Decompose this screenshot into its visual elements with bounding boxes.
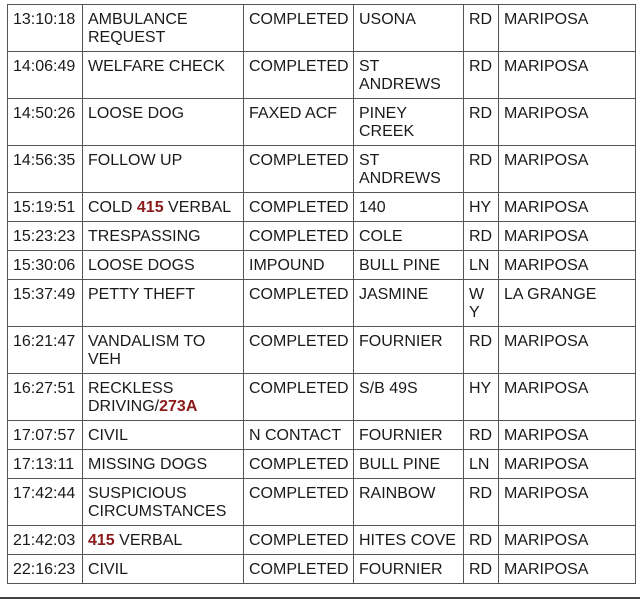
- call-type-text: FOLLOW UP: [88, 152, 183, 169]
- call-time: 21:42:03: [8, 526, 83, 555]
- call-time: 14:06:49: [8, 52, 83, 99]
- city-name: MARIPOSA: [499, 421, 636, 450]
- city-name: MARIPOSA: [499, 146, 636, 193]
- call-status: N CONTACT: [244, 421, 354, 450]
- table-row: [8, 280, 636, 327]
- street-name: COLE: [354, 222, 464, 251]
- call-type: [83, 52, 244, 99]
- street-suffix: RD: [464, 327, 499, 374]
- call-type-text: CIVIL: [88, 427, 129, 444]
- call-time: 15:30:06: [8, 251, 83, 280]
- table-row: [8, 555, 636, 584]
- table-row: [8, 374, 636, 421]
- street-name: JASMINE: [354, 280, 464, 327]
- call-status: COMPLETED: [244, 374, 354, 421]
- call-status: COMPLETED: [244, 526, 354, 555]
- call-status: COMPLETED: [244, 479, 354, 526]
- street-suffix: RD: [464, 52, 499, 99]
- street-name: FOURNIER: [354, 421, 464, 450]
- street-suffix: HY: [464, 374, 499, 421]
- street-name: ST ANDREWS: [354, 146, 464, 193]
- street-suffix: WY: [464, 280, 499, 327]
- street-name: BULL PINE: [354, 251, 464, 280]
- call-type: [83, 5, 244, 52]
- call-time: 13:10:18: [8, 5, 83, 52]
- call-time: 22:16:23: [8, 555, 83, 584]
- street-name: 140: [354, 193, 464, 222]
- call-time: 17:42:44: [8, 479, 83, 526]
- city-name: MARIPOSA: [499, 251, 636, 280]
- city-name: MARIPOSA: [499, 327, 636, 374]
- call-status: COMPLETED: [244, 52, 354, 99]
- call-time: 15:19:51: [8, 193, 83, 222]
- call-log-table: [7, 4, 636, 584]
- street-name: BULL PINE: [354, 450, 464, 479]
- table-row: [8, 251, 636, 280]
- call-status: COMPLETED: [244, 193, 354, 222]
- call-status: IMPOUND: [244, 251, 354, 280]
- call-status: COMPLETED: [244, 146, 354, 193]
- call-type-text: LOOSE DOG: [88, 105, 185, 122]
- table-row: [8, 52, 636, 99]
- call-time: 15:37:49: [8, 280, 83, 327]
- table-row: [8, 99, 636, 146]
- call-type: [83, 280, 244, 327]
- call-type-text: SUSPICIOUS CIRCUMSTANCES: [88, 485, 227, 520]
- city-name: MARIPOSA: [499, 193, 636, 222]
- street-suffix: RD: [464, 421, 499, 450]
- street-suffix: RD: [464, 222, 499, 251]
- call-type-text: COLD: [88, 199, 137, 216]
- street-suffix: HY: [464, 193, 499, 222]
- call-type: [83, 327, 244, 374]
- call-code: 415: [88, 532, 115, 549]
- table-row: [8, 327, 636, 374]
- call-type-text: VERBAL: [163, 199, 232, 216]
- city-name: MARIPOSA: [499, 450, 636, 479]
- call-type: [83, 450, 244, 479]
- call-type-text: RECKLESS DRIVING/: [88, 380, 174, 415]
- call-type-text: CIVIL: [88, 561, 129, 578]
- street-name: RAINBOW: [354, 479, 464, 526]
- city-name: MARIPOSA: [499, 52, 636, 99]
- call-status: COMPLETED: [244, 327, 354, 374]
- call-type: [83, 193, 244, 222]
- call-time: 17:07:57: [8, 421, 83, 450]
- street-suffix: RD: [464, 479, 499, 526]
- table-row: [8, 193, 636, 222]
- street-suffix: LN: [464, 251, 499, 280]
- call-time: 16:27:51: [8, 374, 83, 421]
- call-type: [83, 222, 244, 251]
- table-row: [8, 421, 636, 450]
- call-time: 16:21:47: [8, 327, 83, 374]
- call-status: COMPLETED: [244, 450, 354, 479]
- call-log-body: [8, 5, 636, 584]
- street-suffix: RD: [464, 555, 499, 584]
- call-type-text: AMBULANCE REQUEST: [88, 11, 188, 46]
- street-suffix: RD: [464, 5, 499, 52]
- city-name: MARIPOSA: [499, 222, 636, 251]
- call-type-text: VERBAL: [114, 532, 183, 549]
- city-name: MARIPOSA: [499, 555, 636, 584]
- call-time: 14:56:35: [8, 146, 83, 193]
- street-name: ST ANDREWS: [354, 52, 464, 99]
- city-name: MARIPOSA: [499, 526, 636, 555]
- city-name: MARIPOSA: [499, 374, 636, 421]
- call-status: FAXED ACF: [244, 99, 354, 146]
- table-row: [8, 146, 636, 193]
- street-name: PINEY CREEK: [354, 99, 464, 146]
- table-row: [8, 5, 636, 52]
- call-type: [83, 479, 244, 526]
- call-type: [83, 374, 244, 421]
- table-row: [8, 222, 636, 251]
- street-name: FOURNIER: [354, 555, 464, 584]
- city-name: MARIPOSA: [499, 5, 636, 52]
- call-type: [83, 251, 244, 280]
- city-name: MARIPOSA: [499, 99, 636, 146]
- page-divider: [0, 597, 640, 599]
- street-name: HITES COVE: [354, 526, 464, 555]
- call-time: 17:13:11: [8, 450, 83, 479]
- street-suffix: RD: [464, 146, 499, 193]
- call-type-text: WELFARE CHECK: [88, 58, 225, 75]
- call-time: 15:23:23: [8, 222, 83, 251]
- call-type: [83, 421, 244, 450]
- call-status: COMPLETED: [244, 5, 354, 52]
- call-type: [83, 99, 244, 146]
- table-row: [8, 450, 636, 479]
- call-time: 14:50:26: [8, 99, 83, 146]
- call-type-text: VANDALISM TO VEH: [88, 333, 206, 368]
- city-name: MARIPOSA: [499, 479, 636, 526]
- call-code: 273A: [159, 398, 198, 415]
- street-name: USONA: [354, 5, 464, 52]
- street-suffix: RD: [464, 99, 499, 146]
- street-name: S/B 49S: [354, 374, 464, 421]
- call-type-text: LOOSE DOGS: [88, 257, 195, 274]
- street-suffix: RD: [464, 526, 499, 555]
- city-name: LA GRANGE: [499, 280, 636, 327]
- call-code: 415: [136, 199, 164, 216]
- call-status: COMPLETED: [244, 280, 354, 327]
- call-type: [83, 146, 244, 193]
- call-status: COMPLETED: [244, 555, 354, 584]
- call-type-text: TRESPASSING: [88, 228, 201, 245]
- call-status: COMPLETED: [244, 222, 354, 251]
- call-type-text: PETTY THEFT: [88, 286, 195, 303]
- table-row: [8, 526, 636, 555]
- street-name: FOURNIER: [354, 327, 464, 374]
- call-type: [83, 526, 244, 555]
- table-row: [8, 479, 636, 526]
- call-type: [83, 555, 244, 584]
- street-suffix: LN: [464, 450, 499, 479]
- call-type-text: MISSING DOGS: [88, 456, 208, 473]
